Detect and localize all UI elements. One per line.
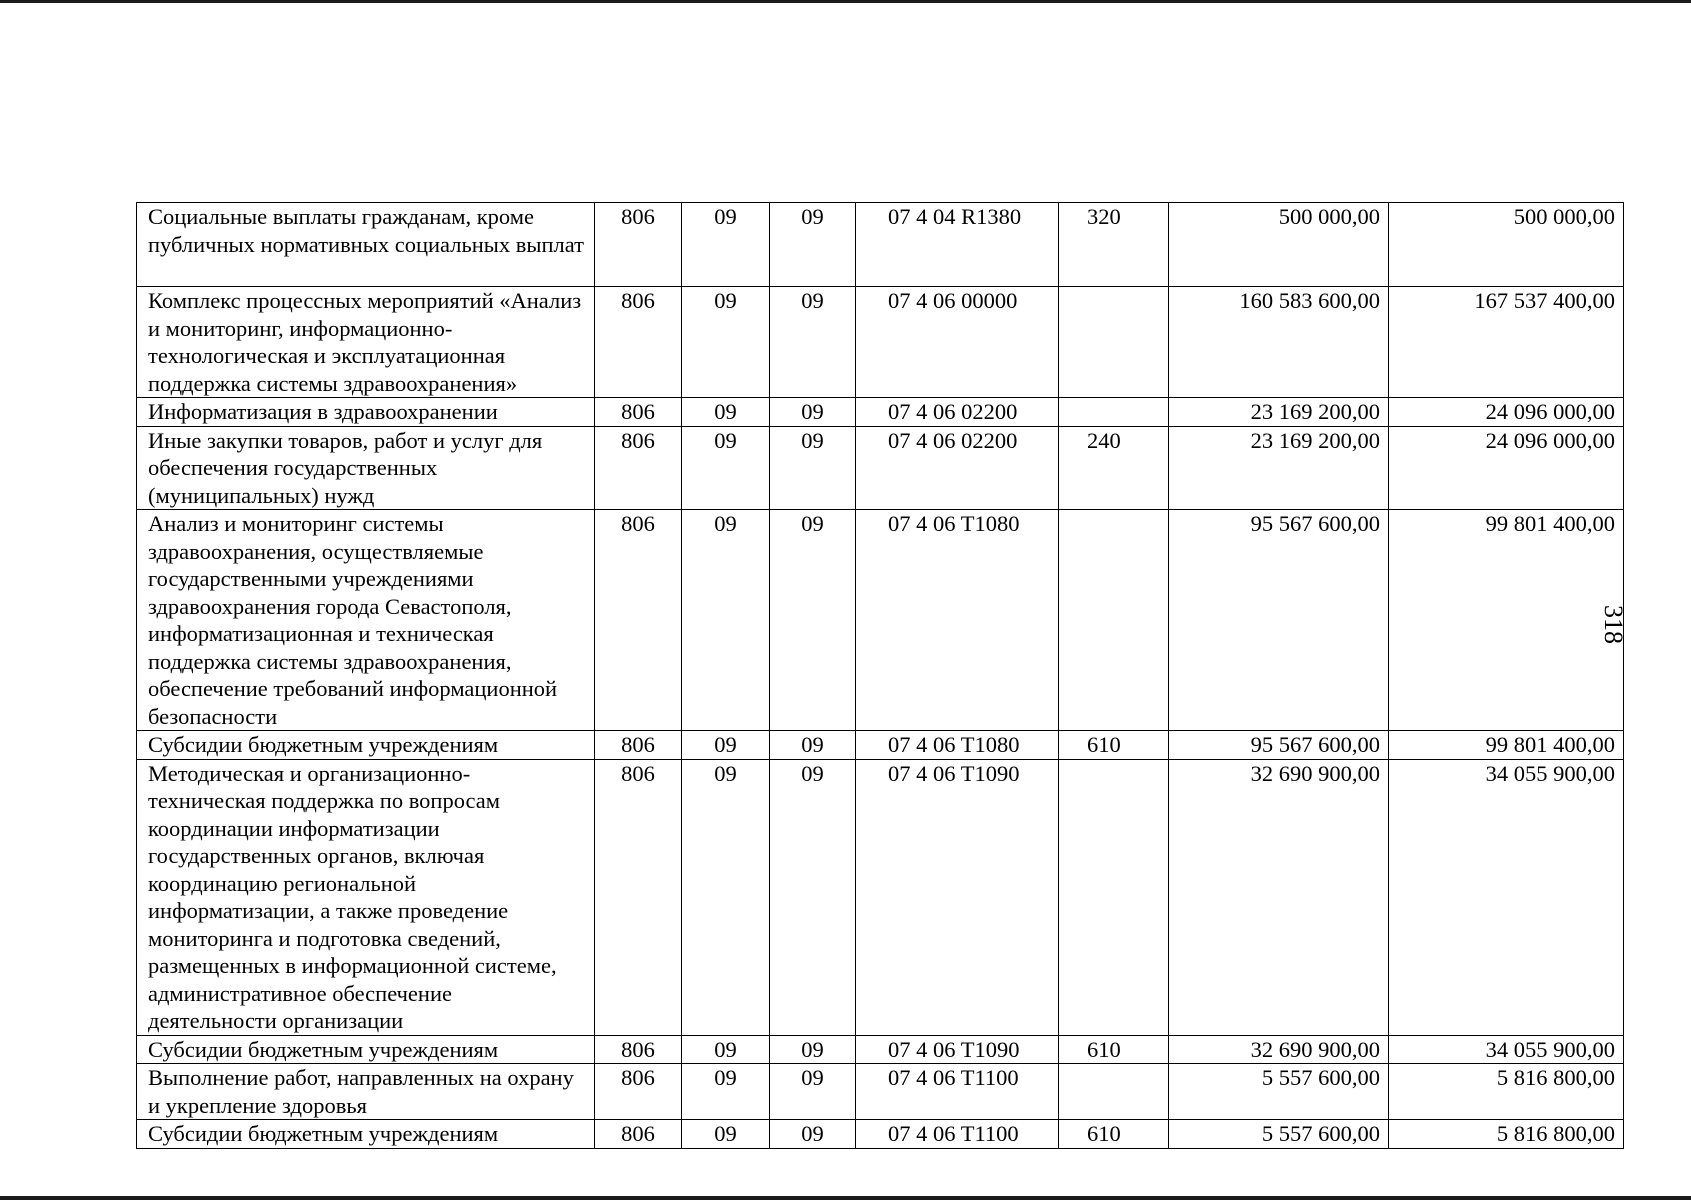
expense-type-code	[1059, 510, 1169, 731]
amount-year-1: 32 690 900,00	[1169, 1035, 1389, 1064]
section-code: 09	[682, 759, 770, 1035]
row-name: Субсидии бюджетным учреждениям	[137, 731, 595, 760]
amount-year-1: 160 583 600,00	[1169, 287, 1389, 398]
expense-type-code	[1059, 287, 1169, 398]
grbs-code: 806	[595, 426, 682, 510]
row-name: Информатизация в здравоохранении	[137, 398, 595, 427]
amount-year-1: 95 567 600,00	[1169, 731, 1389, 760]
scan-border-top	[0, 0, 1691, 3]
section-code: 09	[682, 426, 770, 510]
target-article-code: 07 4 06 T1090	[856, 759, 1059, 1035]
amount-year-1: 5 557 600,00	[1169, 1120, 1389, 1149]
subsection-code: 09	[770, 1064, 856, 1120]
subsection-code: 09	[770, 759, 856, 1035]
row-name: Социальные выплаты гражданам, кроме публичных нормативных социальных выплат	[137, 203, 595, 287]
section-code: 09	[682, 203, 770, 287]
table-row	[137, 510, 1624, 731]
target-article-code: 07 4 06 T1100	[856, 1120, 1059, 1149]
section-code: 09	[682, 510, 770, 731]
subsection-code: 09	[770, 1035, 856, 1064]
amount-year-2: 500 000,00	[1389, 203, 1624, 287]
subsection-code: 09	[770, 203, 856, 287]
grbs-code: 806	[595, 1120, 682, 1149]
target-article-code: 07 4 06 T1080	[856, 731, 1059, 760]
table-row	[137, 1064, 1624, 1120]
table-row	[137, 287, 1624, 398]
expense-type-code: 320	[1059, 203, 1169, 287]
amount-year-2: 167 537 400,00	[1389, 287, 1624, 398]
amount-year-2: 34 055 900,00	[1389, 1035, 1624, 1064]
scan-border-bottom	[0, 1196, 1691, 1200]
expense-type-code	[1059, 759, 1169, 1035]
amount-year-2: 24 096 000,00	[1389, 426, 1624, 510]
target-article-code: 07 4 06 02200	[856, 398, 1059, 427]
target-article-code: 07 4 06 T1090	[856, 1035, 1059, 1064]
row-name: Субсидии бюджетным учреждениям	[137, 1035, 595, 1064]
grbs-code: 806	[595, 1035, 682, 1064]
amount-year-2: 24 096 000,00	[1389, 398, 1624, 427]
subsection-code: 09	[770, 731, 856, 760]
subsection-code: 09	[770, 398, 856, 427]
section-code: 09	[682, 731, 770, 760]
expense-type-code: 610	[1059, 1035, 1169, 1064]
row-name: Субсидии бюджетным учреждениям	[137, 1120, 595, 1149]
subsection-code: 09	[770, 510, 856, 731]
table-row	[137, 731, 1624, 760]
table-row	[137, 759, 1624, 1035]
table-row	[137, 203, 1624, 287]
amount-year-1: 23 169 200,00	[1169, 398, 1389, 427]
subsection-code: 09	[770, 287, 856, 398]
table-row	[137, 1120, 1624, 1149]
grbs-code: 806	[595, 287, 682, 398]
expense-type-code	[1059, 398, 1169, 427]
table-row	[137, 398, 1624, 427]
row-name: Иные закупки товаров, работ и услуг для обеспечения государственных (муниципальных) нужд	[137, 426, 595, 510]
budget-table	[136, 202, 1624, 1149]
expense-type-code: 240	[1059, 426, 1169, 510]
amount-year-1: 32 690 900,00	[1169, 759, 1389, 1035]
target-article-code: 07 4 06 00000	[856, 287, 1059, 398]
amount-year-1: 23 169 200,00	[1169, 426, 1389, 510]
row-name: Комплекс процессных мероприятий «Анализ и мониторинг, информационно-технологическая и эксплуатационная поддержка системы здравоохранения»	[137, 287, 595, 398]
section-code: 09	[682, 1120, 770, 1149]
row-name: Методическая и организационно-техническая поддержка по вопросам координации информатизации государственных органов, включая координацию региональной информатизации, а также проведение мониторинга и подготовка сведений, размещенных в информационной системе, административное обеспечение деятельности организации	[137, 759, 595, 1035]
amount-year-2: 99 801 400,00	[1389, 731, 1624, 760]
expense-type-code: 610	[1059, 1120, 1169, 1149]
page-number: 318	[1599, 605, 1628, 644]
section-code: 09	[682, 287, 770, 398]
target-article-code: 07 4 04 R1380	[856, 203, 1059, 287]
amount-year-1: 5 557 600,00	[1169, 1064, 1389, 1120]
grbs-code: 806	[595, 398, 682, 427]
amount-year-2: 34 055 900,00	[1389, 759, 1624, 1035]
table-body	[137, 203, 1624, 1149]
target-article-code: 07 4 06 02200	[856, 426, 1059, 510]
section-code: 09	[682, 1035, 770, 1064]
grbs-code: 806	[595, 759, 682, 1035]
expense-type-code: 610	[1059, 731, 1169, 760]
table-row	[137, 1035, 1624, 1064]
target-article-code: 07 4 06 T1080	[856, 510, 1059, 731]
subsection-code: 09	[770, 426, 856, 510]
amount-year-1: 95 567 600,00	[1169, 510, 1389, 731]
amount-year-1: 500 000,00	[1169, 203, 1389, 287]
table-row	[137, 426, 1624, 510]
grbs-code: 806	[595, 731, 682, 760]
amount-year-2: 99 801 400,00	[1389, 510, 1624, 731]
grbs-code: 806	[595, 510, 682, 731]
grbs-code: 806	[595, 1064, 682, 1120]
grbs-code: 806	[595, 203, 682, 287]
amount-year-2: 5 816 800,00	[1389, 1120, 1624, 1149]
row-name: Выполнение работ, направленных на охрану и укрепление здоровья	[137, 1064, 595, 1120]
row-name: Анализ и мониторинг системы здравоохранения, осуществляемые государственными учреждениями здравоохранения города Севастополя, информатизационная и техническая поддержка системы здравоохранения, обеспечение требований информационной безопасности	[137, 510, 595, 731]
expense-type-code	[1059, 1064, 1169, 1120]
target-article-code: 07 4 06 T1100	[856, 1064, 1059, 1120]
amount-year-2: 5 816 800,00	[1389, 1064, 1624, 1120]
section-code: 09	[682, 1064, 770, 1120]
subsection-code: 09	[770, 1120, 856, 1149]
section-code: 09	[682, 398, 770, 427]
